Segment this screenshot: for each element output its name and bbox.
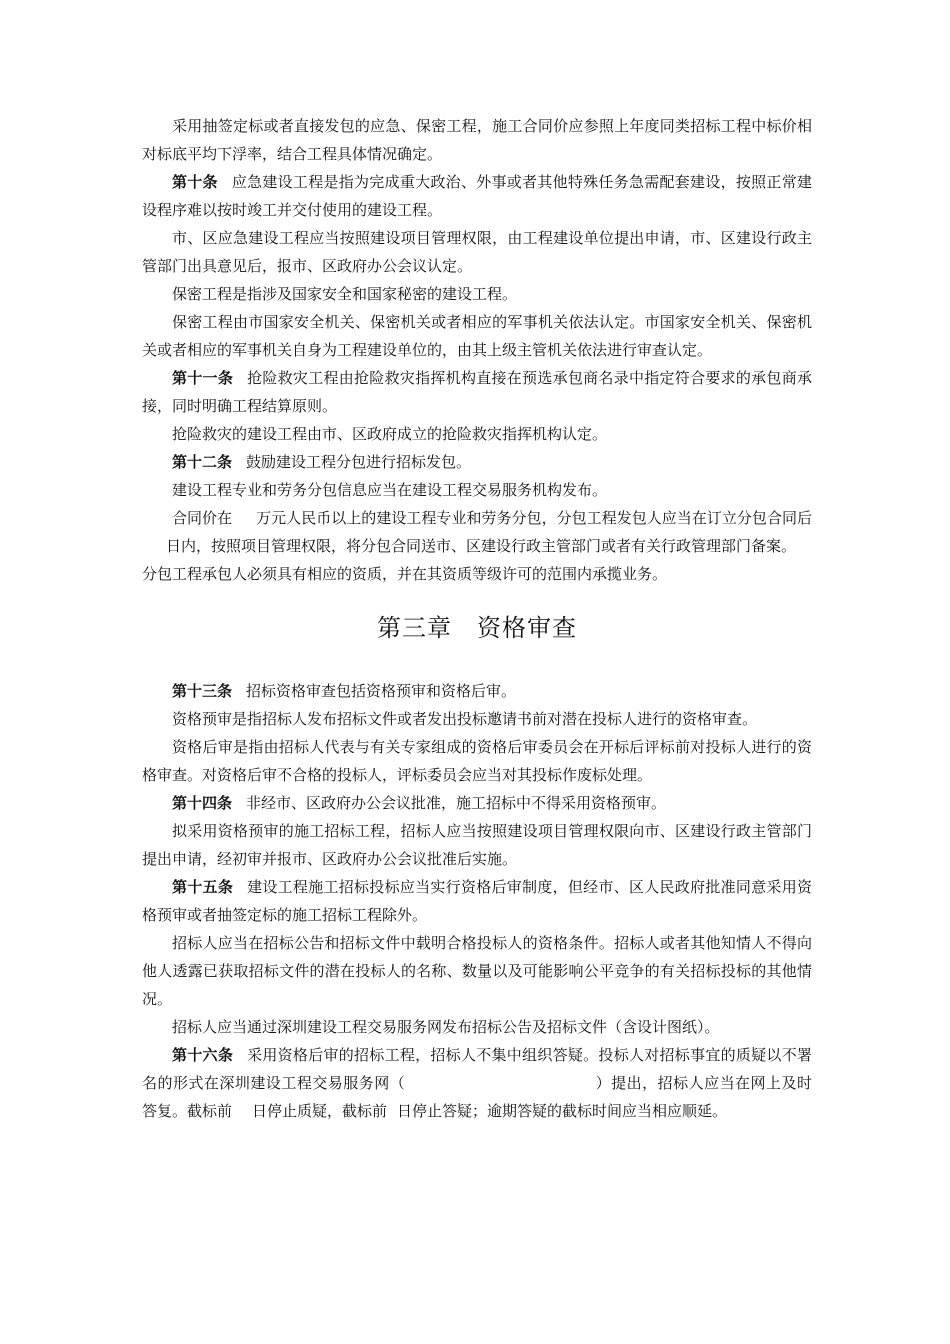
paragraph bbox=[142, 308, 812, 364]
article-number: 第十一条 bbox=[172, 369, 234, 387]
article-number: 第十六条 bbox=[172, 1046, 234, 1064]
paragraph-text: 招标人应当通过深圳建设工程交易服务网发布招标公告及招标文件（含设计图纸）。 bbox=[172, 1018, 720, 1036]
paragraph-text: 拟采用资格预审的施工招标工程，招标人应当按照建设项目管理权限向市、区建设行政主管部门提出申请，经初审并报市、区政府办公会议批准后实施。 bbox=[142, 822, 812, 868]
article-16 bbox=[142, 1041, 812, 1125]
paragraph bbox=[142, 705, 812, 733]
paragraph-text: 保密工程是指涉及国家安全和国家秘密的建设工程。 bbox=[172, 285, 518, 303]
paragraph bbox=[142, 817, 812, 873]
paragraph-text: 万元人民币以上的建设工程专业和劳务分包，分包工程发包人应当在订立分包合同后 bbox=[256, 509, 812, 527]
paragraph-text: 招标人应当在招标公告和招标文件中载明合格投标人的资格条件。招标人或者其他知情人不得向他人透露已获取招标文件的潜在投标人的名称、数量以及可能影响公平竞争的有关招标投标的其他情况。 bbox=[142, 934, 812, 1008]
paragraph bbox=[142, 224, 812, 280]
article-15 bbox=[142, 873, 812, 929]
paragraph-text: 分包工程承包人必须具有相应的资质，并在其资质等级许可的范围内承揽业务。 bbox=[142, 565, 668, 583]
paragraph-text: 建设工程施工招标投标应当实行资格后审制度，但经市、区人民政府批准同意采用资格预审或者抽签定标的施工招标工程除外。 bbox=[142, 878, 812, 924]
paragraph-text: 合同价在 bbox=[172, 509, 233, 527]
chapter-title: 第三章 资格审查 bbox=[377, 614, 577, 642]
article-10 bbox=[142, 168, 812, 224]
article-number: 第十四条 bbox=[172, 794, 233, 812]
paragraph bbox=[142, 1013, 812, 1041]
paragraph-text: 抢险救灾工程由抢险救灾指挥机构直接在预选承包商名录中指定符合要求的承包商承接，同时明确工程结算原则。 bbox=[142, 369, 812, 415]
paragraph-text: 抢险救灾的建设工程由市、区政府成立的抢险救灾指挥机构认定。 bbox=[172, 425, 608, 443]
article-13 bbox=[142, 677, 812, 705]
paragraph bbox=[142, 420, 812, 448]
paragraph bbox=[142, 476, 812, 504]
paragraph bbox=[142, 929, 812, 1013]
article-number: 第十五条 bbox=[172, 878, 234, 896]
paragraph-text: 市、区应急建设工程应当按照建设项目管理权限，由工程建设单位提出申请，市、区建设行政主管部门出具意见后，报市、区政府办公会议认定。 bbox=[142, 229, 812, 275]
paragraph-text: 资格预审是指招标人发布招标文件或者发出投标邀请书前对潜在投标人进行的资格审查。 bbox=[172, 710, 758, 728]
paragraph-text: 非经市、区政府办公会议批准，施工招标中不得采用资格预审。 bbox=[246, 794, 667, 812]
article-14 bbox=[142, 789, 812, 817]
paragraph bbox=[142, 560, 812, 588]
paragraph-text: 鼓励建设工程分包进行招标发包。 bbox=[246, 453, 472, 471]
subcontract-paragraph bbox=[142, 504, 812, 560]
paragraph-text: 采用抽签定标或者直接发包的应急、保密工程，施工合同价应参照上年度同类招标工程中标价相对标底平均下浮率，结合工程具体情况确定。 bbox=[142, 117, 812, 163]
paragraph-text: 采用资格后审的招标工程，招标人不集中组织答疑。投标人对招标事宜的质疑以不署名的形式在深圳建设工程交易服务网（ bbox=[142, 1046, 812, 1092]
paragraph-text: 资格后审是指由招标人代表与有关专家组成的资格后审委员会在开标后评标前对投标人进行的资格审查。对资格后审不合格的投标人，评标委员会应当对其投标作废标处理。 bbox=[142, 738, 812, 784]
article-12 bbox=[142, 448, 812, 476]
article-number: 第十三条 bbox=[172, 682, 233, 700]
article-number: 第十二条 bbox=[172, 453, 233, 471]
paragraph-text: 应急建设工程是指为完成重大政治、外事或者其他特殊任务急需配套建设，按照正常建设程序难以按时竣工并交付使用的建设工程。 bbox=[142, 173, 812, 219]
paragraph-text: 保密工程由市国家安全机关、保密机关或者相应的军事机关依法认定。市国家安全机关、保密机关或者相应的军事机关自身为工程建设单位的，由其上级主管机关依法进行审查认定。 bbox=[142, 313, 812, 359]
paragraph-text: 招标资格审查包括资格预审和资格后审。 bbox=[246, 682, 517, 700]
article-11 bbox=[142, 364, 812, 420]
article-number: 第十条 bbox=[172, 173, 218, 191]
paragraph-text: 建设工程专业和劳务分包信息应当在建设工程交易服务机构发布。 bbox=[172, 481, 608, 499]
document-page bbox=[142, 112, 812, 1125]
paragraph-text: 日内，按照项目管理权限，将分包合同送市、区建设行政主管部门或者有关行政管理部门备案。 bbox=[166, 537, 797, 555]
paragraph-text: 日停止质疑，截标前 bbox=[252, 1102, 388, 1120]
paragraph-text: 日停止答疑；逾期答疑的截标时间应当相应顺延。 bbox=[397, 1102, 728, 1120]
paragraph bbox=[142, 112, 812, 168]
paragraph bbox=[142, 733, 812, 789]
paragraph bbox=[142, 280, 812, 308]
paragraph-text: ）提出，招标人应当在网上及时答复。截标前 bbox=[142, 1074, 812, 1120]
